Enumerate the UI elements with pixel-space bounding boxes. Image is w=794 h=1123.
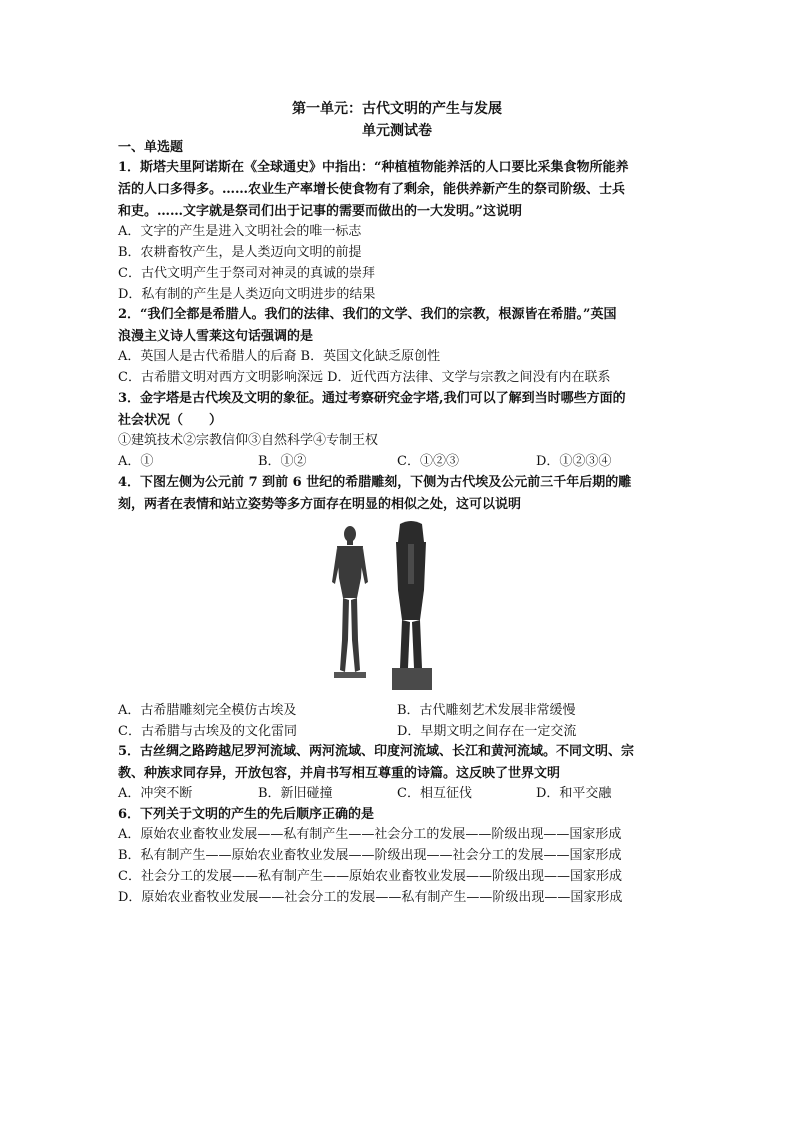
- q3-option-a[interactable]: A．①: [118, 454, 154, 469]
- page-subtitle: 单元测试卷: [362, 123, 432, 139]
- q5-option-a[interactable]: A．冲突不断: [118, 786, 193, 801]
- page-title: 第一单元：古代文明的产生与发展: [292, 101, 502, 117]
- q2-line-1: 2．“我们全都是希腊人。我们的法律、我们的文学、我们的宗教，根源皆在希腊。”英国: [118, 307, 617, 322]
- statues-image: [320, 520, 440, 690]
- q6-option-d[interactable]: D．原始农业畜牧业发展——社会分工的发展——私有制产生——阶级出现——国家形成: [118, 890, 623, 905]
- q3-option-d[interactable]: D．①②③④: [536, 454, 612, 469]
- q5-option-c[interactable]: C．相互征伐: [397, 786, 472, 801]
- greek-statue: [320, 520, 378, 690]
- q6-option-b[interactable]: B．私有制产生——原始农业畜牧业发展——阶级出现——社会分工的发展——国家形成: [118, 848, 622, 863]
- q2-option-ab[interactable]: A．英国人是古代希腊人的后裔 B．英国文化缺乏原创性: [118, 349, 441, 364]
- q6-option-c[interactable]: C．社会分工的发展——私有制产生——原始农业畜牧业发展——阶级出现——国家形成: [118, 869, 622, 884]
- q3-option-c[interactable]: C．①②③: [397, 454, 459, 469]
- q1-line-2: 活的人口多得多。……农业生产率增长使食物有了剩余，能供养新产生的祭司阶级、士兵: [118, 182, 626, 197]
- q4-line-1: 4．下图左侧为公元前 7 到前 6 世纪的希腊雕刻，下侧为古代埃及公元前三千年后期的雕: [118, 475, 632, 490]
- q5-line-2: 教、种族求同存异，开放包容，并肩书写相互尊重的诗篇。这反映了世界文明: [118, 766, 561, 781]
- section-heading: 一、单选题: [118, 140, 184, 155]
- q6-line-1: 6．下列关于文明的产生的先后顺序正确的是: [118, 807, 375, 822]
- q5-line-1: 5．古丝绸之路跨越尼罗河流域、两河流域、印度河流域、长江和黄河流域。不同文明、宗: [118, 744, 635, 759]
- q4-option-c[interactable]: C．古希腊与古埃及的文化雷同: [118, 724, 297, 739]
- q5-option-d[interactable]: D．和平交融: [536, 786, 612, 801]
- q1-line-3: 和吏。……文字就是祭司们出于记事的需要而做出的一大发明。”这说明: [118, 204, 522, 219]
- q4-option-a[interactable]: A．古希腊雕刻完全模仿古埃及: [118, 703, 297, 718]
- q4-line-2: 刻，两者在表情和站立姿势等多方面存在明显的相似之处，这可以说明: [118, 497, 522, 512]
- q1-option-b[interactable]: B．农耕畜牧产生，是人类迈向文明的前提: [118, 245, 362, 260]
- q3-option-b[interactable]: B．①②: [258, 454, 307, 469]
- q3-items: ①建筑技术②宗教信仰③自然科学④专制王权: [118, 433, 379, 448]
- q1-option-c[interactable]: C．古代文明产生于祭司对神灵的真诚的崇拜: [118, 266, 375, 281]
- q1-line-1: 1．斯塔夫里阿诺斯在《全球通史》中指出：“种植植物能养活的人口要比采集食物所能养: [118, 160, 629, 175]
- q1-option-d[interactable]: D．私有制的产生是人类迈向文明进步的结果: [118, 287, 376, 302]
- q3-line-1: 3．金字塔是古代埃及文明的象征。通过考察研究金字塔,我们可以了解到当时哪些方面的: [118, 391, 626, 406]
- q3-line-2: 社会状况（ ）: [118, 413, 223, 428]
- egyptian-statue: [382, 520, 440, 690]
- q2-line-2: 浪漫主义诗人雪莱这句话强调的是: [118, 329, 314, 344]
- q1-option-a[interactable]: A．文字的产生是进入文明社会的唯一标志: [118, 224, 362, 239]
- q4-option-b[interactable]: B．古代雕刻艺术发展非常缓慢: [397, 703, 576, 718]
- q5-option-b[interactable]: B．新旧碰撞: [258, 786, 333, 801]
- q2-option-cd[interactable]: C．古希腊文明对西方文明影响深远 D．近代西方法律、文学与宗教之间没有内在联系: [118, 370, 611, 385]
- q4-option-d[interactable]: D．早期文明之间存在一定交流: [397, 724, 577, 739]
- q6-option-a[interactable]: A．原始农业畜牧业发展——私有制产生——社会分工的发展——阶级出现——国家形成: [118, 827, 622, 842]
